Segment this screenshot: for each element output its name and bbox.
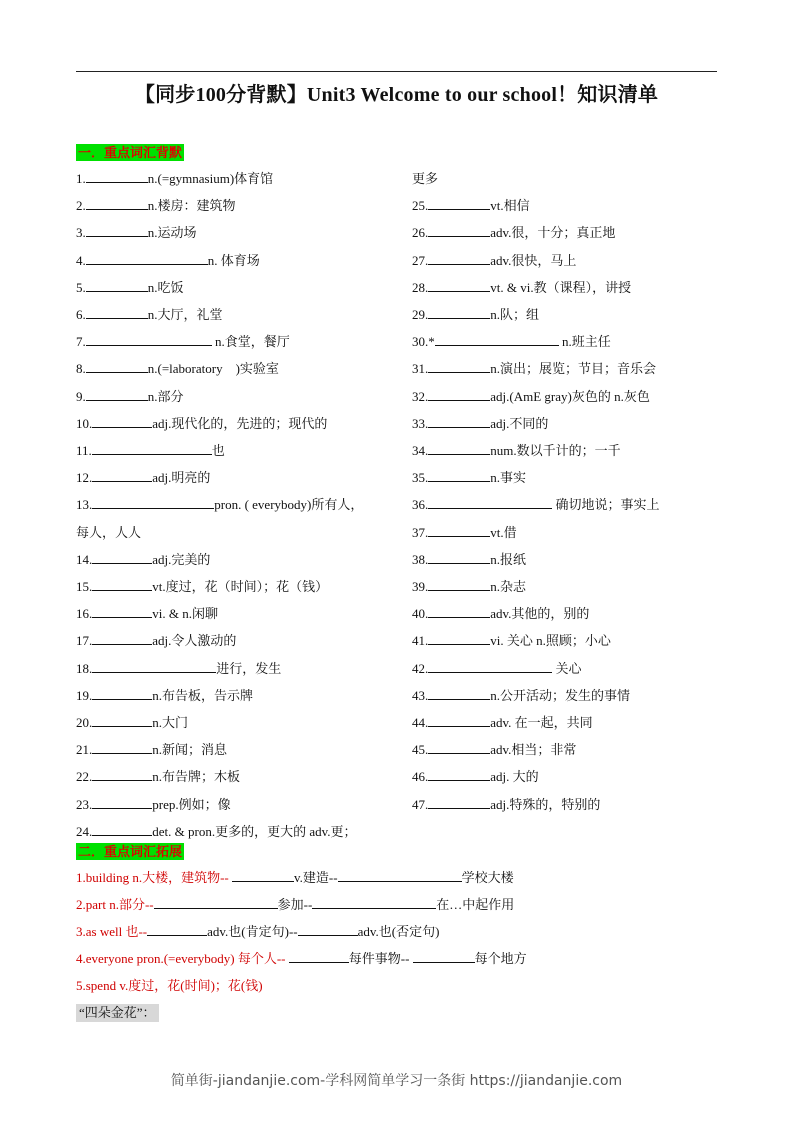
answer-blank[interactable]: [428, 605, 490, 618]
extension-form: 每件事物--: [348, 951, 413, 966]
vocab-item: [76, 496, 363, 514]
answer-blank[interactable]: [428, 796, 490, 809]
answer-blank[interactable]: [92, 796, 152, 809]
vocab-item: [76, 632, 236, 650]
vocab-item: [412, 578, 526, 596]
answer-blank[interactable]: [92, 496, 214, 509]
item-number: 4.: [76, 252, 86, 268]
vocab-item: [76, 415, 327, 433]
vocab-item: [412, 714, 593, 732]
item-number: 39.: [412, 579, 429, 594]
item-definition: adv.很，十分；真正地: [490, 225, 616, 241]
item-definition: adj.(AmE gray)灰色的 n.灰色: [490, 388, 650, 404]
answer-blank[interactable]: [428, 687, 490, 700]
item-number: 32.: [412, 388, 429, 404]
vocab-item: [412, 197, 530, 215]
extension-item: [76, 977, 263, 995]
item-definition: n.队；组: [490, 307, 540, 322]
item-number: 3.: [76, 225, 86, 241]
vocab-item: [412, 741, 576, 759]
answer-blank[interactable]: [435, 333, 559, 346]
item-definition: n.布告牌；木板: [152, 769, 241, 785]
vocab-item: [412, 687, 630, 705]
item-number: 18.: [76, 660, 93, 676]
answer-blank[interactable]: [154, 896, 278, 909]
vocab-item: [412, 768, 539, 786]
vocab-item: [76, 224, 197, 242]
item-definition: n.楼房：建筑物: [147, 198, 236, 214]
item-definition: det. & pron.更多的，更大的 adv.更；: [152, 823, 357, 839]
item-definition: pron. ( everybody)所有人，: [214, 497, 364, 513]
item-definition: vi. 关心 n.照顾；小心: [490, 633, 611, 649]
extension-headword: 5.spend v.度过，花(时间)；花(钱): [76, 978, 263, 993]
item-definition: 进行，发生: [216, 660, 282, 676]
item-number: 14.: [76, 551, 93, 567]
item-definition: n.报纸: [490, 551, 527, 567]
item-number: 1.: [76, 171, 86, 186]
answer-blank[interactable]: [289, 950, 349, 963]
item-number: 36.: [412, 497, 429, 513]
item-definition: n.班主任: [558, 334, 611, 350]
vocab-item: [76, 687, 253, 705]
extension-meaning: 学校大楼: [461, 870, 514, 885]
answer-blank[interactable]: [428, 768, 490, 781]
item-definition: adj.令人激动的: [152, 633, 237, 649]
vocab-item: [412, 660, 582, 678]
item-definition: num.数以千计的；一千: [490, 443, 621, 458]
vocab-item: [76, 578, 328, 596]
item-definition: adv. 在一起，共同: [490, 715, 593, 730]
vocab-item: [412, 605, 589, 623]
vocab-item: [412, 469, 526, 487]
vocab-item: [76, 333, 290, 351]
footer-watermark: 简单街-jiandanjie.com-学科网简单学习一条街 https://jiandanjie.com: [170, 1073, 623, 1089]
vocab-item: [412, 415, 548, 433]
answer-blank[interactable]: [428, 632, 490, 645]
item-number: 22.: [76, 769, 93, 785]
item-number: 27.: [412, 252, 429, 268]
vocab-item: [76, 469, 210, 487]
extension-form: v.建造--: [294, 870, 338, 885]
vocab-item: [76, 388, 184, 406]
vocab-item: [412, 224, 615, 242]
vocab-item: [76, 551, 210, 569]
extension-form: 参加--: [277, 897, 313, 912]
item-number: 8.: [76, 361, 86, 377]
vocab-item: [76, 306, 223, 324]
item-definition: n.(=gymnasium)体育馆: [147, 171, 274, 186]
vocab-item: [76, 524, 141, 542]
vocab-item: [76, 741, 227, 759]
vocab-item: [412, 496, 660, 514]
item-definition: n.食堂，餐厅: [211, 334, 290, 350]
item-definition: n.运动场: [147, 225, 197, 241]
extension-headword: 1.building n.大楼，建筑物--: [76, 870, 232, 885]
vocab-item: [412, 333, 611, 351]
vocab-item: [76, 823, 357, 841]
answer-blank[interactable]: [86, 279, 148, 292]
answer-blank[interactable]: [428, 306, 490, 319]
item-definition: 确切地说；事实上: [552, 497, 660, 513]
vocab-item: [76, 660, 281, 678]
item-definition: n.布告板，告示牌: [152, 687, 254, 703]
answer-blank[interactable]: [428, 496, 552, 509]
vocab-item: [76, 796, 231, 814]
extension-item: [76, 896, 514, 914]
item-number: 47.: [412, 796, 429, 812]
item-number: 45.: [412, 742, 429, 758]
item-number: 9.: [76, 388, 86, 404]
section-heading-extension: 二．重点词汇拓展: [78, 844, 183, 859]
item-number: 44.: [412, 715, 429, 730]
item-definition: vt.借: [490, 524, 517, 540]
extension-meaning: adv.也(否定句): [357, 924, 440, 939]
item-number: 41.: [412, 633, 429, 649]
vocab-item: [412, 442, 621, 460]
answer-blank[interactable]: [147, 923, 207, 936]
answer-blank[interactable]: [232, 869, 294, 882]
vocab-item: [76, 714, 188, 732]
item-definition: n.杂志: [490, 579, 527, 594]
item-definition: n.事实: [490, 470, 527, 486]
vocab-item: [412, 170, 438, 188]
item-definition: n.演出；展览；节目；音乐会: [490, 361, 657, 377]
answer-blank[interactable]: [92, 714, 152, 727]
item-number: 16.: [76, 606, 93, 622]
item-definition: n.吃饭: [147, 279, 184, 295]
item-number: 11.: [76, 443, 92, 458]
answer-blank[interactable]: [92, 768, 152, 781]
item-number: 38.: [412, 551, 429, 567]
answer-blank[interactable]: [92, 605, 152, 618]
item-definition: adv.其他的，别的: [490, 606, 590, 622]
item-number: 34.: [412, 443, 429, 458]
extension-headword: 4.everyone pron.(=everybody) 每个人--: [76, 951, 289, 966]
item-definition: n.(=laboratory )实验室: [147, 361, 279, 377]
item-number: 30.*: [412, 334, 435, 350]
answer-blank[interactable]: [86, 197, 148, 210]
item-number: 42.: [412, 660, 429, 676]
vocab-item: [412, 252, 576, 270]
answer-blank[interactable]: [428, 442, 490, 455]
extension-form: adv.也(肯定句)--: [207, 924, 298, 939]
item-definition: n.大门: [152, 715, 189, 730]
answer-blank[interactable]: [428, 551, 490, 564]
vocab-item: [412, 632, 611, 650]
item-number: 26.: [412, 225, 429, 241]
section-heading-vocab: 一．重点词汇背默: [78, 145, 183, 160]
extension-meaning: 在…中起作用: [436, 897, 515, 912]
item-number: 33.: [412, 415, 429, 431]
answer-blank[interactable]: [86, 388, 148, 401]
item-number: 35.: [412, 470, 429, 486]
answer-blank[interactable]: [86, 306, 148, 319]
item-number: 6.: [76, 307, 86, 322]
header-rule: [76, 71, 717, 72]
answer-blank[interactable]: [428, 415, 490, 428]
item-definition: adj. 大的: [490, 769, 539, 785]
answer-blank[interactable]: [86, 252, 208, 265]
answer-blank[interactable]: [428, 360, 490, 373]
vocab-item: [76, 442, 225, 460]
answer-blank[interactable]: [92, 415, 152, 428]
answer-blank[interactable]: [428, 714, 490, 727]
item-number: 46.: [412, 769, 429, 785]
item-number: 40.: [412, 606, 429, 622]
answer-blank[interactable]: [428, 469, 490, 482]
answer-blank[interactable]: [92, 442, 212, 455]
extension-headword: 2.part n.部分--: [76, 897, 154, 912]
item-definition: vt.度过，花（时间）；花（钱）: [152, 579, 329, 594]
extension-headword: 3.as well 也--: [76, 924, 148, 939]
item-definition: adv.相当；非常: [490, 742, 577, 758]
page-title: 【同步100分背默】Unit3 Welcome to our school！知识清单: [134, 84, 659, 106]
item-definition: 更多: [412, 171, 439, 186]
item-number: 37.: [412, 524, 429, 540]
item-number: 19.: [76, 687, 93, 703]
item-definition: vi. & n.闲聊: [152, 606, 218, 622]
answer-blank[interactable]: [338, 869, 462, 882]
item-definition: 每人，人人: [76, 524, 142, 540]
answer-blank[interactable]: [92, 741, 152, 754]
vocab-item: [412, 524, 517, 542]
item-definition: adj.明亮的: [152, 470, 211, 486]
item-definition: n.大厅，礼堂: [147, 307, 223, 322]
item-definition: adj.现代化的，先进的；现代的: [152, 415, 328, 431]
answer-blank[interactable]: [92, 823, 152, 836]
vocab-item: [76, 605, 218, 623]
item-definition: n.公开活动；发生的事情: [490, 687, 631, 703]
answer-blank[interactable]: [92, 660, 216, 673]
item-number: 23.: [76, 796, 93, 812]
answer-blank[interactable]: [428, 524, 490, 537]
answer-blank[interactable]: [92, 469, 152, 482]
item-definition: adj.完美的: [152, 551, 211, 567]
answer-blank[interactable]: [86, 170, 148, 183]
answer-blank[interactable]: [428, 741, 490, 754]
answer-blank[interactable]: [86, 333, 212, 346]
vocab-item: [76, 252, 260, 270]
item-number: 7.: [76, 334, 86, 350]
vocab-item: [76, 360, 279, 378]
item-number: 28.: [412, 279, 429, 295]
answer-blank[interactable]: [428, 388, 490, 401]
answer-blank[interactable]: [92, 578, 152, 591]
item-number: 25.: [412, 198, 429, 214]
vocab-item: [412, 796, 600, 814]
extension-item: [76, 923, 439, 941]
vocab-item: [412, 360, 656, 378]
answer-blank[interactable]: [428, 660, 552, 673]
vocab-item: [76, 279, 184, 297]
answer-blank[interactable]: [428, 224, 490, 237]
item-definition: adj.特殊的，特别的: [490, 796, 601, 812]
item-number: 29.: [412, 307, 429, 322]
item-definition: adj.不同的: [490, 415, 549, 431]
note-label: “四朵金花”：: [76, 1004, 159, 1022]
extension-meaning: 每个地方: [474, 951, 527, 966]
vocab-item: [412, 551, 526, 569]
answer-blank[interactable]: [312, 896, 436, 909]
item-number: 20.: [76, 715, 93, 730]
item-definition: n.新闻；消息: [152, 742, 228, 758]
answer-blank[interactable]: [92, 687, 152, 700]
item-definition: n. 体育场: [207, 252, 260, 268]
item-definition: vt.相信: [490, 198, 530, 214]
vocab-item: [412, 306, 539, 324]
item-number: 13.: [76, 497, 93, 513]
item-number: 24.: [76, 823, 93, 839]
vocab-item: [76, 768, 240, 786]
extension-item: [76, 950, 527, 968]
vocab-item: [76, 170, 273, 188]
item-number: 31.: [412, 361, 429, 377]
item-number: 2.: [76, 198, 86, 214]
vocab-item: [412, 388, 650, 406]
answer-blank[interactable]: [428, 578, 490, 591]
answer-blank[interactable]: [428, 197, 490, 210]
item-definition: adv.很快，马上: [490, 252, 577, 268]
answer-blank[interactable]: [92, 551, 152, 564]
vocab-item: [412, 279, 631, 297]
extension-item: [76, 869, 514, 887]
answer-blank[interactable]: [86, 360, 148, 373]
item-definition: 关心: [552, 660, 582, 676]
answer-blank[interactable]: [413, 950, 475, 963]
item-number: 5.: [76, 279, 86, 295]
item-definition: n.部分: [147, 388, 184, 404]
item-number: 43.: [412, 687, 429, 703]
item-number: 17.: [76, 633, 93, 649]
item-definition: vt. & vi.教（课程），讲授: [490, 279, 632, 295]
item-number: 10.: [76, 415, 93, 431]
item-number: 12.: [76, 470, 93, 486]
answer-blank[interactable]: [92, 632, 152, 645]
answer-blank[interactable]: [428, 279, 490, 292]
answer-blank[interactable]: [86, 224, 148, 237]
item-definition: 也: [211, 443, 225, 458]
item-number: 21.: [76, 742, 93, 758]
item-number: 15.: [76, 579, 93, 594]
vocab-item: [76, 197, 236, 215]
answer-blank[interactable]: [298, 923, 358, 936]
answer-blank[interactable]: [428, 252, 490, 265]
item-definition: prep.例如；像: [152, 796, 231, 812]
